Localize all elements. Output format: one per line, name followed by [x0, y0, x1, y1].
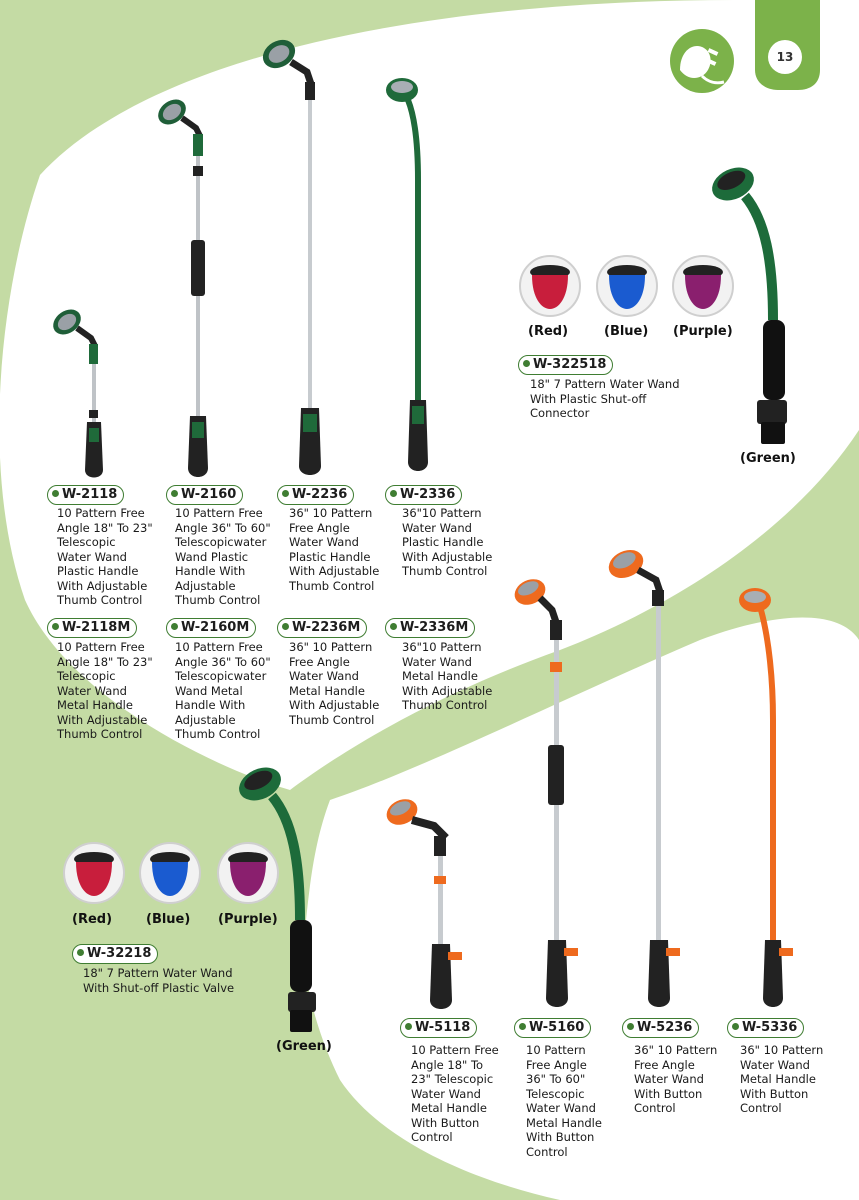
- desc-line: Water Wand: [526, 1101, 596, 1115]
- wand-image-w-2118: [45, 300, 115, 485]
- product-code: W-2118M: [62, 620, 131, 635]
- desc-line: 36"10 Pattern: [402, 640, 482, 654]
- color-label-blue: (Blue): [604, 324, 649, 339]
- product-code-badge: [166, 485, 243, 505]
- desc-line: 36" To 60": [526, 1072, 586, 1086]
- product-description: [402, 640, 492, 713]
- product-code: W-322518: [533, 357, 607, 372]
- product-code-badge: [385, 618, 475, 638]
- desc-line: With Button: [740, 1086, 809, 1101]
- desc-line: Free Angle: [289, 654, 350, 669]
- bullet-dot-icon: [52, 623, 59, 630]
- product-code: W-2118: [62, 487, 118, 502]
- desc-line: 36" 10 Pattern: [634, 1043, 718, 1057]
- product-code: W-5336: [742, 1020, 798, 1035]
- bullet-dot-icon: [523, 360, 530, 367]
- desc-line: Metal Handle: [740, 1072, 816, 1086]
- wand-image-w-322518: [705, 160, 795, 450]
- bullet-dot-icon: [282, 623, 289, 630]
- product-description: [634, 1043, 717, 1116]
- product-code: W-2236: [292, 487, 348, 502]
- desc-line: Metal Handle: [57, 698, 133, 712]
- desc-line: Water Wand: [289, 669, 359, 683]
- desc-line: 10 Pattern: [526, 1043, 586, 1057]
- desc-line: Thumb Control: [402, 698, 488, 712]
- desc-line: Telescopicwater: [175, 669, 267, 683]
- desc-line: With Adjustable: [402, 549, 493, 564]
- desc-line: Water Wand: [402, 654, 472, 669]
- desc-line: Thumb Control: [57, 727, 143, 741]
- desc-line: Adjustable: [175, 578, 236, 593]
- product-code-badge: [47, 618, 137, 638]
- color-label-blue: (Blue): [146, 912, 191, 927]
- desc-line: Metal Handle: [289, 683, 365, 698]
- desc-line: Thumb Control: [175, 593, 261, 607]
- desc-line: 10 Pattern Free: [57, 506, 145, 520]
- wand-image-w-2336: [380, 70, 450, 482]
- desc-line: Metal Handle: [526, 1115, 602, 1130]
- desc-line: 10 Pattern Free: [175, 506, 263, 520]
- product-description: [411, 1043, 499, 1145]
- desc-line: Water Wand: [57, 549, 127, 564]
- product-code: W-5118: [415, 1020, 471, 1035]
- bullet-dot-icon: [52, 490, 59, 497]
- desc-line: Connector: [530, 406, 590, 420]
- desc-line: Water Wand: [289, 535, 359, 549]
- product-description: [740, 1043, 823, 1116]
- product-code-badge: [277, 618, 367, 638]
- desc-line: Handle With: [175, 564, 246, 578]
- desc-line: With Button: [411, 1115, 480, 1130]
- bullet-dot-icon: [171, 490, 178, 497]
- desc-line: Angle 36" To 60": [175, 520, 271, 535]
- desc-line: Telescopic: [526, 1086, 585, 1101]
- product-code: W-2336: [400, 487, 456, 502]
- product-code: W-2160M: [181, 620, 250, 635]
- product-code-badge: [518, 355, 613, 375]
- desc-line: Thumb Control: [289, 578, 375, 593]
- wand-image-w-32218: [232, 760, 322, 1035]
- desc-line: Telescopic: [57, 535, 116, 549]
- product-description: [289, 640, 379, 727]
- product-code: W-5160: [529, 1020, 585, 1035]
- desc-line: Control: [634, 1101, 676, 1115]
- desc-line: Angle 18" To 23": [57, 520, 153, 535]
- desc-line: Water Wand: [634, 1072, 704, 1086]
- desc-line: Angle 18" To 23": [57, 654, 153, 669]
- desc-line: Handle With: [175, 698, 246, 712]
- desc-line: With Adjustable: [289, 698, 380, 712]
- color-label-red: (Red): [528, 324, 569, 339]
- desc-line: With Adjustable: [402, 683, 493, 698]
- plug-leaf-icon: [668, 28, 736, 94]
- color-head-red: [518, 255, 582, 317]
- desc-line: Plastic Handle: [402, 535, 484, 549]
- desc-line: Free Angle: [634, 1057, 695, 1072]
- desc-line: 18" 7 Pattern Water Wand: [530, 377, 680, 391]
- color-label-purple: (Purple): [673, 324, 733, 339]
- desc-line: 18" 7 Pattern Water Wand: [83, 966, 233, 980]
- product-description: [57, 506, 153, 608]
- page-number: 13: [776, 50, 794, 64]
- desc-line: Wand Metal: [175, 683, 243, 698]
- color-label-purple: (Purple): [218, 912, 278, 927]
- product-description: [402, 506, 492, 579]
- product-code-badge: [727, 1018, 804, 1038]
- desc-line: Angle 18" To: [411, 1057, 484, 1072]
- color-label-red: (Red): [72, 912, 113, 927]
- wand-image-w-2160: [150, 90, 220, 485]
- bullet-dot-icon: [171, 623, 178, 630]
- bullet-dot-icon: [627, 1023, 634, 1030]
- wand-image-w-5160: [508, 570, 588, 1015]
- bullet-dot-icon: [282, 490, 289, 497]
- desc-line: 10 Pattern Free: [411, 1043, 499, 1057]
- product-code-badge: [385, 485, 462, 505]
- desc-line: Plastic Handle: [57, 564, 139, 578]
- desc-line: Thumb Control: [289, 712, 375, 727]
- desc-line: Thumb Control: [175, 727, 261, 741]
- wand-color-label: (Green): [276, 1039, 332, 1054]
- color-head-blue: [138, 842, 202, 904]
- product-code: W-2160: [181, 487, 237, 502]
- desc-line: Telescopicwater: [175, 535, 267, 549]
- desc-line: With Adjustable: [289, 564, 380, 578]
- desc-line: 36" 10 Pattern: [740, 1043, 824, 1057]
- desc-line: 36" 10 Pattern: [289, 506, 373, 520]
- desc-line: Free Angle: [526, 1057, 587, 1072]
- desc-line: Metal Handle: [402, 669, 478, 683]
- product-description: [83, 966, 234, 995]
- desc-line: Water Wand: [411, 1086, 481, 1101]
- desc-line: Telescopic: [57, 669, 116, 683]
- desc-line: Plastic Handle: [289, 549, 371, 564]
- wand-image-w-5236: [600, 540, 690, 1015]
- desc-line: 10 Pattern Free: [175, 640, 263, 654]
- product-code: W-32218: [87, 946, 152, 961]
- product-description: [530, 377, 680, 421]
- bullet-dot-icon: [390, 490, 397, 497]
- wand-color-label: (Green): [740, 451, 796, 466]
- product-code: W-2336M: [400, 620, 469, 635]
- wand-image-w-2236: [255, 32, 335, 482]
- product-code-badge: [514, 1018, 591, 1038]
- desc-line: Free Angle: [289, 520, 350, 535]
- desc-line: With Adjustable: [57, 578, 148, 593]
- desc-line: Thumb Control: [402, 564, 488, 578]
- bullet-dot-icon: [732, 1023, 739, 1030]
- wand-image-w-5118: [378, 790, 468, 1015]
- product-description: [175, 640, 271, 742]
- desc-line: Control: [740, 1101, 782, 1115]
- desc-line: With Button: [634, 1086, 703, 1101]
- product-code-badge: [47, 485, 124, 505]
- product-code: W-5236: [637, 1020, 693, 1035]
- desc-line: 10 Pattern Free: [57, 640, 145, 654]
- bullet-dot-icon: [77, 949, 84, 956]
- desc-line: Water Wand: [57, 683, 127, 698]
- desc-line: Water Wand: [740, 1057, 810, 1072]
- desc-line: 23" Telescopic: [411, 1072, 494, 1086]
- bullet-dot-icon: [390, 623, 397, 630]
- product-code-badge: [622, 1018, 699, 1038]
- desc-line: With Adjustable: [57, 712, 148, 727]
- desc-line: Adjustable: [175, 712, 236, 727]
- product-code-badge: [400, 1018, 477, 1038]
- desc-line: Metal Handle: [411, 1101, 487, 1115]
- desc-line: Wand Plastic: [175, 549, 249, 564]
- desc-line: Thumb Control: [57, 593, 143, 607]
- desc-line: With Shut-off Plastic Valve: [83, 980, 235, 995]
- desc-line: Control: [526, 1144, 568, 1159]
- product-description: [57, 640, 153, 742]
- wand-image-w-5336: [735, 580, 815, 1015]
- product-code-badge: [166, 618, 256, 638]
- bullet-dot-icon: [405, 1023, 412, 1030]
- color-head-blue: [595, 255, 659, 317]
- desc-line: With Button: [526, 1130, 595, 1144]
- desc-line: Water Wand: [402, 520, 472, 535]
- desc-line: With Plastic Shut-off: [530, 391, 647, 406]
- desc-line: 36" 10 Pattern: [289, 640, 373, 654]
- product-description: [526, 1043, 602, 1159]
- desc-line: Angle 36" To 60": [175, 654, 271, 669]
- product-code: W-2236M: [292, 620, 361, 635]
- desc-line: Control: [411, 1130, 453, 1144]
- product-description: [289, 506, 379, 593]
- product-code-badge: [277, 485, 354, 505]
- bullet-dot-icon: [519, 1023, 526, 1030]
- product-code-badge: [72, 944, 158, 964]
- product-description: [175, 506, 271, 608]
- desc-line: 36"10 Pattern: [402, 506, 482, 520]
- color-head-red: [62, 842, 126, 904]
- page-number-badge: [768, 40, 802, 74]
